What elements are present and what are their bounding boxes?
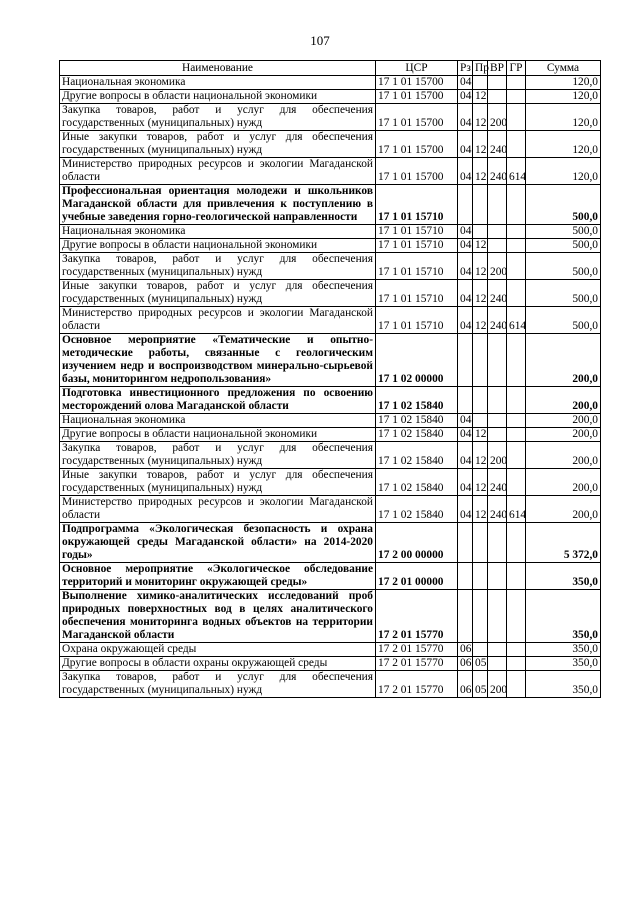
row-vr-code bbox=[488, 643, 507, 657]
row-rz-code bbox=[458, 334, 473, 387]
row-vr-code: 240 bbox=[488, 158, 507, 185]
row-name: Закупка товаров, работ и услуг для обеспечения государственных (муниципальных) нужд bbox=[60, 104, 376, 131]
row-name: Иные закупки товаров, работ и услуг для обеспечения государственных (муниципальных) нужд bbox=[60, 469, 376, 496]
row-pr-code: 12 bbox=[473, 158, 488, 185]
row-pr-code bbox=[473, 643, 488, 657]
row-csr-code: 17 1 01 15710 bbox=[376, 280, 458, 307]
table-row bbox=[60, 253, 601, 280]
row-csr-code: 17 1 01 15710 bbox=[376, 239, 458, 253]
row-csr-code: 17 1 01 15700 bbox=[376, 104, 458, 131]
row-rz-code: 06 bbox=[458, 671, 473, 698]
row-vr-code: 200 bbox=[488, 253, 507, 280]
row-rz-code: 04 bbox=[458, 104, 473, 131]
row-gr-code bbox=[507, 643, 526, 657]
row-csr-code: 17 2 01 00000 bbox=[376, 563, 458, 590]
table-row bbox=[60, 414, 601, 428]
row-vr-code bbox=[488, 523, 507, 563]
row-gr-code bbox=[507, 76, 526, 90]
row-csr-code: 17 1 02 15840 bbox=[376, 414, 458, 428]
row-name: Министерство природных ресурсов и экологии Магаданской области bbox=[60, 307, 376, 334]
row-csr-code: 17 2 00 00000 bbox=[376, 523, 458, 563]
table-row bbox=[60, 90, 601, 104]
row-csr-code: 17 1 01 15710 bbox=[376, 307, 458, 334]
row-csr-code: 17 2 01 15770 bbox=[376, 671, 458, 698]
row-rz-code: 04 bbox=[458, 239, 473, 253]
table-row bbox=[60, 334, 601, 387]
row-gr-code bbox=[507, 523, 526, 563]
row-rz-code: 04 bbox=[458, 158, 473, 185]
table-row bbox=[60, 657, 601, 671]
row-sum: 120,0 bbox=[526, 131, 601, 158]
row-gr-code bbox=[507, 104, 526, 131]
row-sum: 120,0 bbox=[526, 104, 601, 131]
row-csr-code: 17 1 01 15710 bbox=[376, 225, 458, 239]
row-gr-code bbox=[507, 414, 526, 428]
row-rz-code bbox=[458, 563, 473, 590]
table-row bbox=[60, 496, 601, 523]
row-rz-code bbox=[458, 185, 473, 225]
row-name: Основное мероприятие «Тематические и опытно-методические работы, связанные с геологическим изучением недр и воспроизводством минерально-сырьевой базы, мониторингом недропользования» bbox=[60, 334, 376, 387]
row-sum: 5 372,0 bbox=[526, 523, 601, 563]
row-gr-code bbox=[507, 131, 526, 158]
row-csr-code: 17 1 02 00000 bbox=[376, 334, 458, 387]
row-vr-code: 240 bbox=[488, 496, 507, 523]
row-rz-code: 04 bbox=[458, 307, 473, 334]
row-rz-code: 04 bbox=[458, 90, 473, 104]
row-name: Другие вопросы в области национальной экономики bbox=[60, 239, 376, 253]
table-row bbox=[60, 428, 601, 442]
row-pr-code bbox=[473, 590, 488, 643]
row-sum: 200,0 bbox=[526, 442, 601, 469]
row-gr-code bbox=[507, 225, 526, 239]
row-name: Закупка товаров, работ и услуг для обеспечения государственных (муниципальных) нужд bbox=[60, 253, 376, 280]
row-csr-code: 17 1 02 15840 bbox=[376, 442, 458, 469]
row-name: Выполнение химико-аналитических исследований проб природных поверхностных вод в целях аналитического обеспечения мониторинга водных объектов на территории Магаданской области bbox=[60, 590, 376, 643]
row-sum: 350,0 bbox=[526, 590, 601, 643]
row-pr-code: 12 bbox=[473, 131, 488, 158]
col-header-sum: Сумма bbox=[526, 61, 601, 76]
row-sum: 350,0 bbox=[526, 671, 601, 698]
row-vr-code bbox=[488, 239, 507, 253]
row-gr-code: 614 bbox=[507, 158, 526, 185]
row-sum: 500,0 bbox=[526, 280, 601, 307]
table-row bbox=[60, 469, 601, 496]
row-pr-code: 12 bbox=[473, 253, 488, 280]
row-pr-code bbox=[473, 563, 488, 590]
row-vr-code bbox=[488, 387, 507, 414]
row-gr-code bbox=[507, 387, 526, 414]
row-vr-code: 240 bbox=[488, 280, 507, 307]
row-rz-code: 06 bbox=[458, 657, 473, 671]
row-gr-code bbox=[507, 253, 526, 280]
table-row bbox=[60, 131, 601, 158]
row-pr-code bbox=[473, 414, 488, 428]
row-vr-code bbox=[488, 563, 507, 590]
row-csr-code: 17 1 01 15710 bbox=[376, 185, 458, 225]
table-row bbox=[60, 158, 601, 185]
row-sum: 500,0 bbox=[526, 239, 601, 253]
row-pr-code: 12 bbox=[473, 496, 488, 523]
row-sum: 120,0 bbox=[526, 158, 601, 185]
row-gr-code: 614 bbox=[507, 307, 526, 334]
row-pr-code: 12 bbox=[473, 307, 488, 334]
row-vr-code: 200 bbox=[488, 671, 507, 698]
row-csr-code: 17 1 02 15840 bbox=[376, 387, 458, 414]
row-vr-code: 200 bbox=[488, 104, 507, 131]
table-row bbox=[60, 523, 601, 563]
table-row bbox=[60, 387, 601, 414]
table-row bbox=[60, 185, 601, 225]
row-csr-code: 17 1 01 15700 bbox=[376, 158, 458, 185]
row-vr-code bbox=[488, 90, 507, 104]
row-sum: 200,0 bbox=[526, 334, 601, 387]
row-gr-code bbox=[507, 280, 526, 307]
row-sum: 200,0 bbox=[526, 428, 601, 442]
row-csr-code: 17 2 01 15770 bbox=[376, 643, 458, 657]
row-csr-code: 17 1 02 15840 bbox=[376, 469, 458, 496]
row-pr-code bbox=[473, 387, 488, 414]
row-name: Основное мероприятие «Экологическое обследование территорий и мониторинг окружающей среды» bbox=[60, 563, 376, 590]
row-csr-code: 17 1 01 15700 bbox=[376, 90, 458, 104]
row-pr-code: 12 bbox=[473, 239, 488, 253]
row-gr-code bbox=[507, 334, 526, 387]
row-sum: 200,0 bbox=[526, 469, 601, 496]
row-rz-code: 04 bbox=[458, 225, 473, 239]
page-number: 107 bbox=[310, 33, 330, 48]
row-rz-code: 04 bbox=[458, 253, 473, 280]
row-name: Другие вопросы в области охраны окружающей среды bbox=[60, 657, 376, 671]
row-name: Профессиональная ориентация молодежи и школьников Магаданской области для привлечения к поступлению в учебные заведения горно-геологической направленности bbox=[60, 185, 376, 225]
table-row bbox=[60, 442, 601, 469]
col-header-gr: ГР bbox=[507, 61, 526, 76]
row-rz-code: 04 bbox=[458, 414, 473, 428]
table-row bbox=[60, 590, 601, 643]
row-vr-code bbox=[488, 76, 507, 90]
row-rz-code: 04 bbox=[458, 131, 473, 158]
row-vr-code bbox=[488, 225, 507, 239]
row-pr-code: 05 bbox=[473, 671, 488, 698]
row-sum: 350,0 bbox=[526, 563, 601, 590]
table-header-row bbox=[60, 61, 601, 76]
table-body bbox=[60, 76, 601, 698]
row-sum: 350,0 bbox=[526, 657, 601, 671]
row-pr-code bbox=[473, 334, 488, 387]
row-name: Национальная экономика bbox=[60, 225, 376, 239]
row-sum: 120,0 bbox=[526, 90, 601, 104]
row-sum: 500,0 bbox=[526, 225, 601, 239]
row-vr-code bbox=[488, 428, 507, 442]
col-header-rz: Рз bbox=[458, 61, 473, 76]
row-gr-code bbox=[507, 671, 526, 698]
row-csr-code: 17 1 01 15710 bbox=[376, 253, 458, 280]
row-name: Иные закупки товаров, работ и услуг для обеспечения государственных (муниципальных) нужд bbox=[60, 280, 376, 307]
row-sum: 120,0 bbox=[526, 76, 601, 90]
row-pr-code bbox=[473, 185, 488, 225]
row-name: Закупка товаров, работ и услуг для обеспечения государственных (муниципальных) нужд bbox=[60, 671, 376, 698]
row-vr-code: 240 bbox=[488, 469, 507, 496]
row-csr-code: 17 2 01 15770 bbox=[376, 590, 458, 643]
row-vr-code bbox=[488, 414, 507, 428]
table-row bbox=[60, 563, 601, 590]
table-row bbox=[60, 76, 601, 90]
row-name: Национальная экономика bbox=[60, 414, 376, 428]
row-name: Другие вопросы в области национальной экономики bbox=[60, 428, 376, 442]
row-gr-code bbox=[507, 563, 526, 590]
row-vr-code bbox=[488, 185, 507, 225]
row-csr-code: 17 2 01 15770 bbox=[376, 657, 458, 671]
table-row bbox=[60, 104, 601, 131]
row-gr-code bbox=[507, 590, 526, 643]
row-sum: 500,0 bbox=[526, 253, 601, 280]
row-vr-code: 240 bbox=[488, 131, 507, 158]
row-name: Иные закупки товаров, работ и услуг для обеспечения государственных (муниципальных) нужд bbox=[60, 131, 376, 158]
row-csr-code: 17 1 01 15700 bbox=[376, 76, 458, 90]
row-sum: 200,0 bbox=[526, 387, 601, 414]
row-vr-code bbox=[488, 590, 507, 643]
row-csr-code: 17 1 01 15700 bbox=[376, 131, 458, 158]
row-gr-code bbox=[507, 90, 526, 104]
row-sum: 200,0 bbox=[526, 414, 601, 428]
col-header-csr: ЦСР bbox=[376, 61, 458, 76]
row-pr-code bbox=[473, 76, 488, 90]
row-pr-code bbox=[473, 523, 488, 563]
row-csr-code: 17 1 02 15840 bbox=[376, 496, 458, 523]
row-name: Национальная экономика bbox=[60, 76, 376, 90]
row-csr-code: 17 1 02 15840 bbox=[376, 428, 458, 442]
row-name: Закупка товаров, работ и услуг для обеспечения государственных (муниципальных) нужд bbox=[60, 442, 376, 469]
row-rz-code: 04 bbox=[458, 496, 473, 523]
row-pr-code: 12 bbox=[473, 428, 488, 442]
row-vr-code: 240 bbox=[488, 307, 507, 334]
row-pr-code: 12 bbox=[473, 280, 488, 307]
row-sum: 350,0 bbox=[526, 643, 601, 657]
row-gr-code bbox=[507, 239, 526, 253]
row-pr-code: 12 bbox=[473, 469, 488, 496]
row-rz-code bbox=[458, 387, 473, 414]
row-vr-code: 200 bbox=[488, 442, 507, 469]
row-name: Министерство природных ресурсов и экологии Магаданской области bbox=[60, 496, 376, 523]
row-rz-code: 04 bbox=[458, 428, 473, 442]
row-rz-code: 04 bbox=[458, 469, 473, 496]
row-rz-code: 06 bbox=[458, 643, 473, 657]
table-row bbox=[60, 671, 601, 698]
budget-table bbox=[59, 60, 601, 698]
row-name: Министерство природных ресурсов и экологии Магаданской области bbox=[60, 158, 376, 185]
row-gr-code bbox=[507, 469, 526, 496]
col-header-pr: Пр bbox=[473, 61, 488, 76]
row-vr-code bbox=[488, 334, 507, 387]
row-pr-code bbox=[473, 225, 488, 239]
table-row bbox=[60, 239, 601, 253]
row-pr-code: 05 bbox=[473, 657, 488, 671]
table-row bbox=[60, 280, 601, 307]
row-rz-code: 04 bbox=[458, 280, 473, 307]
row-name: Охрана окружающей среды bbox=[60, 643, 376, 657]
row-rz-code: 04 bbox=[458, 442, 473, 469]
row-rz-code bbox=[458, 590, 473, 643]
row-sum: 200,0 bbox=[526, 496, 601, 523]
row-gr-code bbox=[507, 428, 526, 442]
row-name: Другие вопросы в области национальной экономики bbox=[60, 90, 376, 104]
table-row bbox=[60, 643, 601, 657]
row-sum: 500,0 bbox=[526, 185, 601, 225]
row-sum: 500,0 bbox=[526, 307, 601, 334]
row-gr-code: 614 bbox=[507, 496, 526, 523]
row-rz-code: 04 bbox=[458, 76, 473, 90]
row-gr-code bbox=[507, 657, 526, 671]
row-rz-code bbox=[458, 523, 473, 563]
row-pr-code: 12 bbox=[473, 104, 488, 131]
row-name: Подготовка инвестиционного предложения по освоению месторождений олова Магаданской области bbox=[60, 387, 376, 414]
row-pr-code: 12 bbox=[473, 90, 488, 104]
row-gr-code bbox=[507, 442, 526, 469]
table-row bbox=[60, 225, 601, 239]
row-name: Подпрограмма «Экологическая безопасность и охрана окружающей среды Магаданской области» на 2014-2020 годы» bbox=[60, 523, 376, 563]
row-gr-code bbox=[507, 185, 526, 225]
table-row bbox=[60, 307, 601, 334]
row-vr-code bbox=[488, 657, 507, 671]
row-pr-code: 12 bbox=[473, 442, 488, 469]
col-header-vr: ВР bbox=[488, 61, 507, 76]
col-header-name: Наименование bbox=[60, 61, 376, 76]
